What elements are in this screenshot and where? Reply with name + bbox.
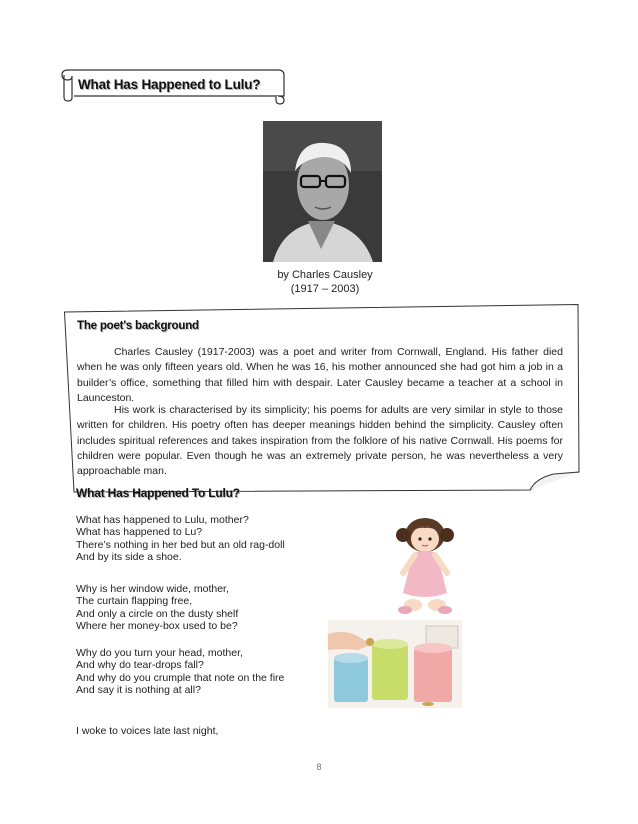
poem-stanza [76, 647, 284, 697]
poet-background-box [64, 304, 580, 494]
poem-stanza [76, 514, 285, 564]
poem-line: The curtain flapping free, [76, 595, 193, 608]
poem-line: And say it is nothing at all? [76, 684, 201, 697]
poem-heading: What Has Happened To Lulu? [76, 486, 240, 500]
poem-line: What has happened to Lulu, mother? [76, 514, 249, 526]
poem-line: There’s nothing in her bed but an old rag-doll [76, 538, 285, 551]
money-boxes-image [328, 620, 462, 708]
poem-line: Why is her window wide, mother, [76, 583, 229, 595]
poet-portrait [263, 121, 382, 262]
poem-line: I woke to voices late last night, [76, 725, 219, 737]
background-paragraph: Charles Causley (1917-2003) was a poet and writer from Cornwall, England. His father died when he was only fifteen years old. When he was 16, his mother announced she had got him a job in a builder’s office, something that filled him with despair. Later Causley became a teacher at a school in Launceston. [77, 346, 563, 404]
poem-stanza [76, 725, 218, 737]
poem-line: And by its side a shoe. [76, 551, 182, 564]
poem-line: Why do you turn your head, mother, [76, 647, 243, 659]
poet-name-caption: by Charles Causley [277, 269, 373, 281]
background-heading: The poet's background [77, 320, 199, 332]
poem-line: What has happened to Lu? [76, 526, 203, 539]
poem-line: Where her money-box used to be? [76, 620, 238, 633]
background-paragraph: His work is characterised by its simplicity; his poems for adults are very similar in style to those written for children. His poetry often has deeper meanings hidden behind the simplicity. Causley often includes spiritual references and takes inspiration from the folklore of his native Cornwall. His poems for children were popular. Even though he was an extremely private person, he was nevertheless a very approachable man. [77, 404, 563, 478]
poet-dates-caption: (1917 – 2003) [290, 283, 360, 295]
poem-stanza [76, 583, 238, 633]
title-banner [62, 66, 288, 100]
page-title: What Has Happened to Lulu? [78, 77, 261, 92]
poem-line: And only a circle on the dusty shelf [76, 607, 239, 620]
rag-doll-image [385, 515, 465, 615]
poem-line: And why do tear-drops fall? [76, 659, 204, 672]
page-number: 8 [316, 762, 322, 772]
poem-line: And why do you crumple that note on the fire [76, 671, 285, 684]
